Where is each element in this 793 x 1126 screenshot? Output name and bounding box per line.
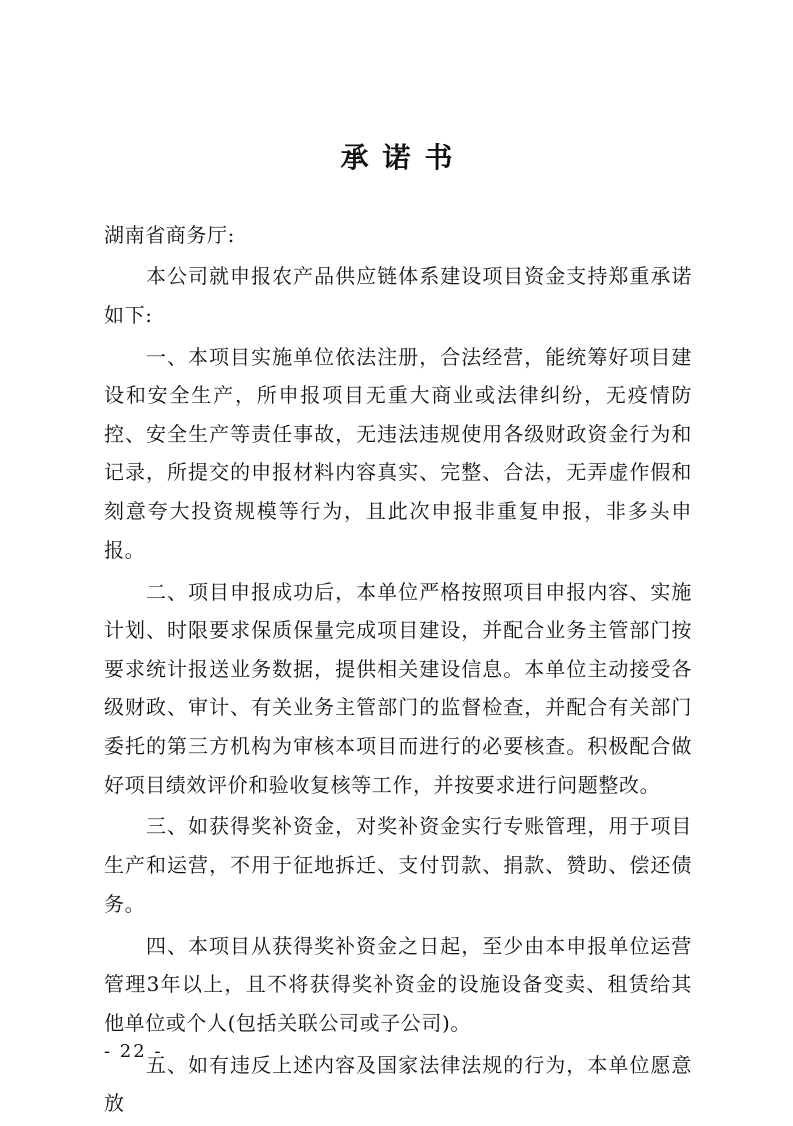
paragraph-item-1: 一、本项目实施单位依法注册，合法经营，能统筹好项目建设和安全生产，所申报项目无重大商业或法律纠纷，无疫情防控、安全生产等责任事故，无违法违规使用各级财政资金行为和记录，所提交的申报材料内容真实、完整、合法，无弄虚作假和刻意夸大投资规模等行为，且此次申报非重复申报，非多头申报。	[104, 344, 692, 562]
paragraph-item-2: 二、项目申报成功后，本单位严格按照项目申报内容、实施计划、时限要求保质保量完成项目建设，并配合业务主管部门按要求统计报送业务数据，提供相关建设信息。本单位主动接受各级财政、审计、有关业务主管部门的监督检查，并配合有关部门委托的第三方机构为审核本项目而进行的必要核查。积极配合做好项目绩效评价和验收复核等工作，并按要求进行问题整改。	[104, 579, 692, 797]
paragraph-item-3: 三、如获得奖补资金，对奖补资金实行专账管理，用于项目生产和运营，不用于征地拆迁、支付罚款、捐款、赞助、偿还债务。	[104, 814, 692, 916]
paragraph-intro: 本公司就申报农产品供应链体系建设项目资金支持郑重承诺如下:	[104, 264, 692, 327]
page-number: - 22 -	[104, 1041, 163, 1062]
paragraph-item-4: 四、本项目从获得奖补资金之日起，至少由本申报单位运营管理3年以上，且不将获得奖补资金的设施设备变卖、租赁给其他单位或个人(包括关联公司或子公司)。	[104, 933, 692, 1035]
document-body	[104, 257, 692, 1126]
document-title: 承诺书	[340, 141, 467, 174]
paragraph-item-5: 五、如有违反上述内容及国家法律法规的行为，本单位愿意放	[104, 1052, 692, 1116]
salutation: 湖南省商务厅:	[104, 223, 235, 247]
